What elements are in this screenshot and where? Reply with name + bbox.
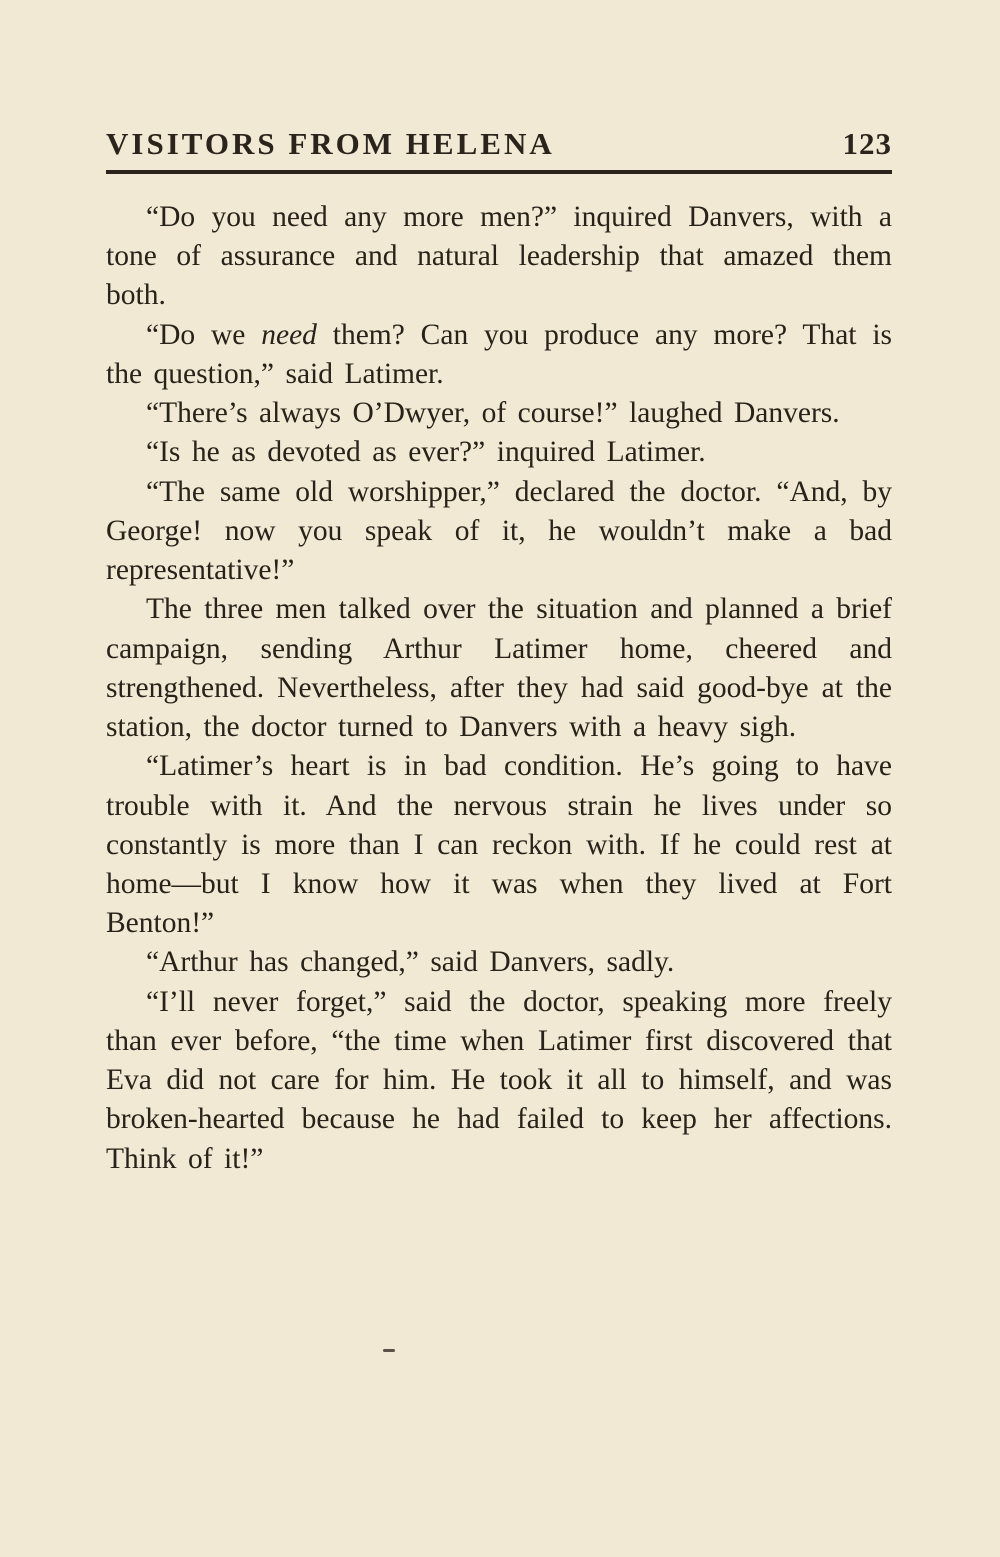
page-body: [106, 198, 892, 1179]
text-run: “Do we: [146, 318, 262, 351]
page-number: 123: [842, 126, 892, 161]
chapter-title: VISITORS FROM HELENA: [106, 126, 555, 161]
paragraph: [106, 316, 892, 394]
text-run: “The same old worshipper,” declared the doctor. “And, by George! now you speak of it, he wouldn’t make a bad representative!”: [106, 475, 892, 587]
paragraph: [106, 433, 892, 472]
text-run: them? Can you produce any more? That is the question,” said Latimer.: [106, 318, 892, 390]
paragraph: [106, 943, 892, 982]
text-run: “Is he as devoted as ever?” inquired Latimer.: [146, 436, 706, 469]
paragraph: [106, 983, 892, 1179]
text-run: “Do you need any more men?” inquired Danvers, with a tone of assurance and natural leadership that amazed them both.: [106, 201, 892, 312]
text-run: “I’ll never forget,” said the doctor, speaking more freely than ever before, “the time when Latimer first discovered that Eva did not care for him. He took it all to himself, and was broken-hearted because he had failed to keep her affections. Think of it!”: [106, 985, 892, 1175]
text-run: “There’s always O’Dwyer, of course!” laughed Danvers.: [146, 397, 840, 430]
paragraph: [106, 590, 892, 747]
paragraph: [106, 473, 892, 591]
text-run: “Arthur has changed,” said Danvers, sadly.: [146, 946, 675, 979]
paragraph: [106, 747, 892, 943]
paragraph: [106, 394, 892, 433]
running-header: [106, 126, 892, 174]
paragraph: [106, 198, 892, 316]
text-run: The three men talked over the situation and planned a brief campaign, sending Arthur Latimer home, cheered and strengthened. Nevertheless, after they had said good-bye at the station, the doctor turned to Danvers with a heavy sigh.: [106, 593, 892, 744]
print-artifact-mark: [383, 1349, 395, 1352]
italic-text-run: need: [261, 318, 317, 351]
text-run: “Latimer’s heart is in bad condition. He’s going to have trouble with it. And the nervous strain he lives under so constantly is more than I can reckon with. If he could rest at home—but I know how it was when they lived at Fort Benton!”: [106, 750, 892, 940]
